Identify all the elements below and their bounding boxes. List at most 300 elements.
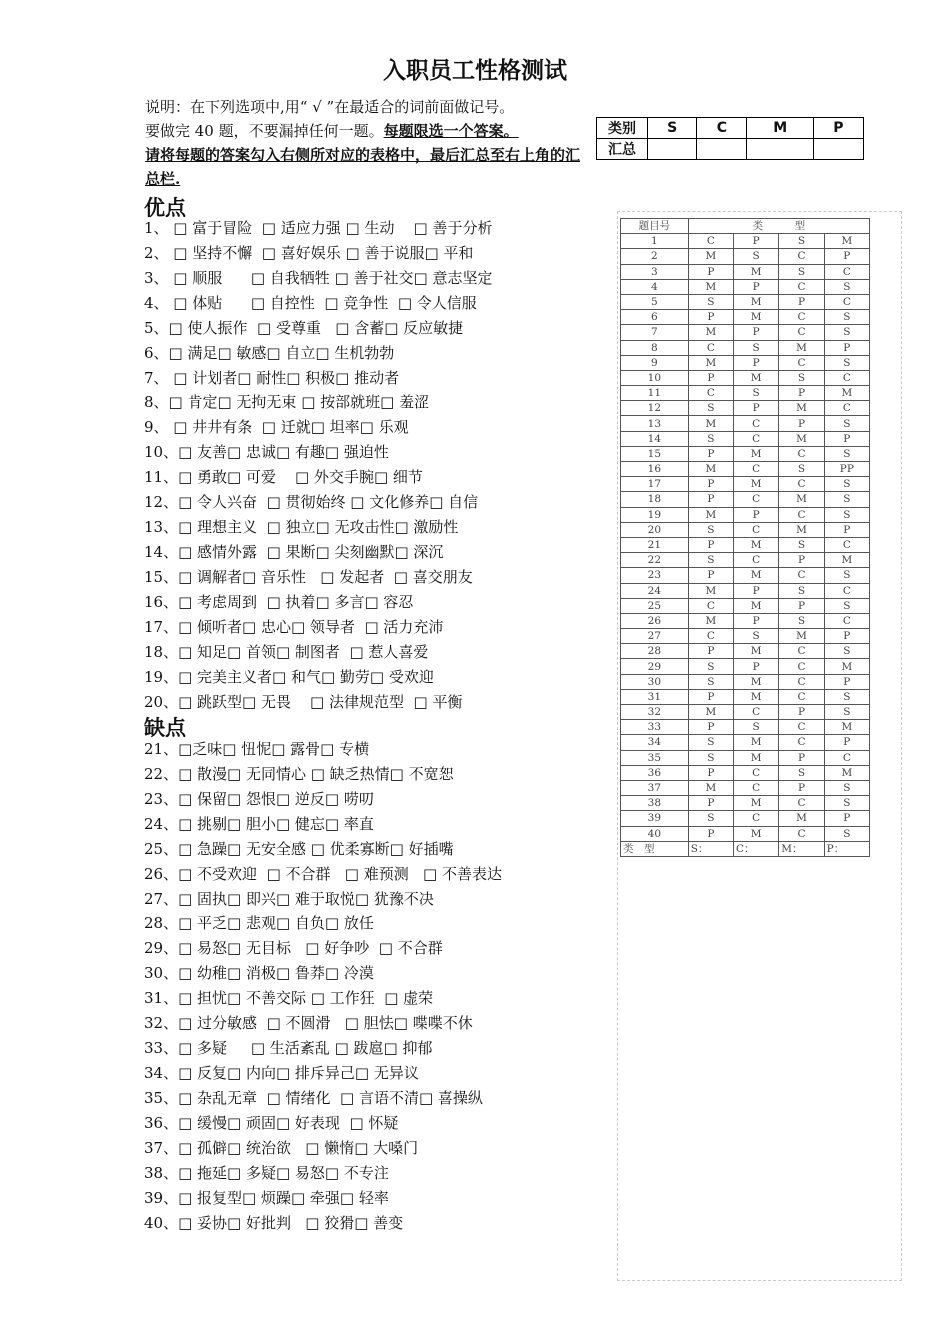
key-type-cell[interactable]: M [688, 780, 733, 795]
question-item[interactable]: 25、□ 急躁□ 无安全感 □ 优柔寡断□ 好插嘴 [144, 839, 454, 858]
key-type-cell[interactable]: C [824, 401, 869, 416]
key-type-cell[interactable]: P [824, 735, 869, 750]
question-item[interactable]: 20、□ 跳跃型□ 无畏 □ 法律规范型 □ 平衡 [144, 692, 463, 711]
key-footer-p[interactable]: P： [824, 841, 869, 856]
key-type-cell[interactable]: M [734, 735, 779, 750]
question-item[interactable]: 7、 □ 计划者□ 耐性□ 积极□ 推动者 [144, 368, 400, 387]
question-item[interactable]: 24、□ 挑剔□ 胆小□ 健忘□ 率直 [144, 814, 374, 833]
key-type-cell[interactable]: C [779, 674, 824, 689]
key-type-cell[interactable]: P [688, 826, 733, 841]
summary-total-m[interactable] [747, 139, 813, 160]
key-type-cell[interactable]: S [779, 537, 824, 552]
key-type-cell[interactable]: P [688, 537, 733, 552]
key-type-cell[interactable]: C [688, 598, 733, 613]
key-type-cell[interactable]: P [824, 629, 869, 644]
key-row [621, 264, 870, 279]
summary-label-total: 汇总 [597, 139, 648, 160]
key-row [621, 780, 870, 795]
key-type-cell[interactable]: S [824, 780, 869, 795]
key-type-cell[interactable]: P [779, 386, 824, 401]
key-type-cell[interactable]: M [734, 294, 779, 309]
key-question-number: 18 [621, 492, 689, 507]
key-type-cell[interactable]: S [779, 765, 824, 780]
key-type-cell[interactable]: S [779, 462, 824, 477]
key-question-number: 23 [621, 568, 689, 583]
question-item[interactable]: 17、□ 倾听者□ 忠心□ 领导者 □ 活力充沛 [144, 617, 444, 636]
key-row [621, 310, 870, 325]
key-type-cell[interactable]: S [824, 310, 869, 325]
key-row [621, 826, 870, 841]
question-item[interactable]: 38、□ 拖延□ 多疑□ 易怒□ 不专注 [144, 1163, 389, 1182]
question-item[interactable]: 39、□ 报复型□ 烦躁□ 牵强□ 轻率 [144, 1188, 389, 1207]
key-type-cell[interactable]: S [824, 492, 869, 507]
key-type-cell[interactable]: M [779, 811, 824, 826]
key-type-cell[interactable]: C [779, 507, 824, 522]
summary-total-c[interactable] [697, 139, 747, 160]
question-item[interactable]: 36、□ 缓慢□ 顽固□ 好表现 □ 怀疑 [144, 1113, 399, 1132]
key-question-number: 32 [621, 705, 689, 720]
key-type-cell[interactable]: S [779, 370, 824, 385]
key-type-cell[interactable]: C [779, 446, 824, 461]
key-question-number: 13 [621, 416, 689, 431]
question-item[interactable]: 6、□ 满足□ 敏感□ 自立□ 生机勃勃 [144, 343, 395, 362]
key-type-cell[interactable]: C [824, 264, 869, 279]
key-question-number: 11 [621, 386, 689, 401]
key-type-cell[interactable]: S [779, 264, 824, 279]
key-type-cell[interactable]: S [779, 583, 824, 598]
key-type-cell[interactable]: S [824, 689, 869, 704]
key-row [621, 279, 870, 294]
question-item[interactable]: 30、□ 幼稚□ 消极□ 鲁莽□ 冷漠 [144, 964, 374, 983]
key-type-cell[interactable]: C [734, 765, 779, 780]
key-type-cell[interactable]: P [688, 720, 733, 735]
key-type-cell[interactable]: P [824, 340, 869, 355]
key-type-cell[interactable]: M [734, 796, 779, 811]
key-type-cell[interactable]: M [734, 446, 779, 461]
key-type-cell[interactable]: P [824, 811, 869, 826]
key-question-number: 20 [621, 522, 689, 537]
key-type-cell[interactable]: C [734, 416, 779, 431]
instructions-line3: 请将每题的答案勾入右侧所对应的表格中，最后汇总至右上角的汇总栏. [145, 146, 581, 188]
key-type-cell[interactable]: M [734, 826, 779, 841]
key-type-cell[interactable]: M [734, 644, 779, 659]
question-item[interactable]: 15、□ 调解者□ 音乐性 □ 发起者 □ 喜交朋友 [144, 567, 473, 586]
key-type-cell[interactable]: PP [824, 462, 869, 477]
key-question-number: 40 [621, 826, 689, 841]
summary-total-s[interactable] [648, 139, 697, 160]
question-item[interactable]: 33、□ 多疑 □ 生活紊乱 □ 跋扈□ 抑郁 [144, 1039, 433, 1058]
key-row [621, 249, 870, 264]
key-type-cell[interactable]: M [688, 279, 733, 294]
question-item[interactable]: 22、□ 散漫□ 无同情心 □ 缺乏热情□ 不宽恕 [144, 764, 454, 783]
key-type-cell[interactable]: M [688, 416, 733, 431]
key-type-cell[interactable]: S [688, 553, 733, 568]
key-question-number: 2 [621, 249, 689, 264]
key-question-number: 14 [621, 431, 689, 446]
key-type-cell[interactable]: M [688, 325, 733, 340]
question-list-weaknesses [144, 737, 604, 1235]
question-item[interactable]: 27、□ 固执□ 即兴□ 难于取悦□ 犹豫不决 [144, 889, 434, 908]
key-row [621, 689, 870, 704]
key-row [621, 401, 870, 416]
key-question-number: 1 [621, 234, 689, 249]
answer-key-table [620, 218, 870, 857]
key-row [621, 553, 870, 568]
key-type-cell[interactable]: C [734, 492, 779, 507]
key-type-cell[interactable]: P [688, 796, 733, 811]
question-item[interactable]: 10、□ 友善□ 忠诚□ 有趣□ 强迫性 [144, 443, 389, 462]
summary-total-p[interactable] [813, 139, 863, 160]
key-type-cell[interactable]: M [734, 674, 779, 689]
instructions-line2 [145, 119, 585, 143]
key-question-number: 10 [621, 370, 689, 385]
summary-header-row [597, 118, 864, 139]
key-type-cell[interactable]: P [779, 294, 824, 309]
key-question-number: 33 [621, 720, 689, 735]
key-row [621, 811, 870, 826]
key-row [621, 325, 870, 340]
key-type-cell[interactable]: M [688, 355, 733, 370]
key-type-cell[interactable]: M [734, 537, 779, 552]
key-row [621, 446, 870, 461]
key-type-cell[interactable]: C [779, 689, 824, 704]
key-type-cell[interactable]: C [688, 629, 733, 644]
key-type-cell[interactable]: P [824, 249, 869, 264]
key-type-cell[interactable]: P [734, 613, 779, 628]
key-type-cell[interactable]: M [779, 492, 824, 507]
key-row [621, 598, 870, 613]
key-type-cell[interactable]: S [734, 386, 779, 401]
key-row [621, 568, 870, 583]
key-row [621, 355, 870, 370]
question-item[interactable]: 21、□乏味□ 忸怩□ 露骨□ 专横 [144, 740, 370, 758]
question-item[interactable]: 3、 □ 顺服 □ 自我牺牲 □ 善于社交□ 意志坚定 [144, 268, 493, 287]
key-type-cell[interactable]: M [824, 659, 869, 674]
key-row [621, 522, 870, 537]
key-type-cell[interactable]: P [688, 310, 733, 325]
question-item[interactable]: 5、□ 使人振作 □ 受尊重 □ 含蓄□ 反应敏捷 [144, 318, 464, 337]
key-type-cell[interactable]: C [779, 568, 824, 583]
key-type-cell[interactable]: S [824, 568, 869, 583]
key-question-number: 6 [621, 310, 689, 325]
key-question-number: 22 [621, 553, 689, 568]
instructions-line2-text: 要做完 40 题，不要漏掉任何一题。 [145, 122, 384, 140]
key-type-cell[interactable]: P [688, 492, 733, 507]
key-type-cell[interactable]: C [779, 279, 824, 294]
key-question-number: 35 [621, 750, 689, 765]
question-item[interactable]: 2、 □ 坚持不懈 □ 喜好娱乐 □ 善于说服□ 平和 [144, 243, 474, 262]
key-type-cell[interactable]: P [688, 689, 733, 704]
key-type-cell[interactable]: M [824, 720, 869, 735]
key-type-cell[interactable]: C [779, 796, 824, 811]
key-type-cell[interactable]: S [824, 355, 869, 370]
instructions-emphasis: 每题限选一个答案。 [383, 122, 519, 140]
key-type-cell[interactable]: C [824, 613, 869, 628]
key-type-cell[interactable]: C [688, 386, 733, 401]
key-header-row [621, 219, 870, 234]
key-type-cell[interactable]: C [824, 537, 869, 552]
key-row [621, 416, 870, 431]
question-item[interactable]: 8、□ 肯定□ 无拘无束 □ 按部就班□ 羞涩 [144, 393, 430, 412]
key-type-cell[interactable]: S [824, 796, 869, 811]
key-type-cell[interactable]: S [688, 294, 733, 309]
summary-type-p: P [813, 118, 863, 139]
key-type-cell[interactable]: P [734, 355, 779, 370]
key-question-number: 27 [621, 629, 689, 644]
key-question-number: 4 [621, 279, 689, 294]
key-type-cell[interactable]: S [688, 750, 733, 765]
key-type-cell[interactable]: S [688, 811, 733, 826]
key-type-cell[interactable]: C [779, 355, 824, 370]
key-type-cell[interactable]: P [688, 264, 733, 279]
key-type-cell[interactable]: P [734, 401, 779, 416]
key-question-number: 9 [621, 355, 689, 370]
key-type-cell[interactable]: P [734, 234, 779, 249]
key-type-cell[interactable]: C [734, 522, 779, 537]
key-type-cell[interactable]: S [734, 720, 779, 735]
page-title: 入职员工性格测试 [383, 58, 567, 84]
key-row [621, 370, 870, 385]
question-item[interactable]: 28、□ 平乏□ 悲观□ 自负□ 放任 [144, 914, 374, 933]
key-footer-m[interactable]: M： [779, 841, 824, 856]
key-type-cell[interactable]: C [779, 325, 824, 340]
instructions [145, 95, 585, 191]
key-type-cell[interactable]: P [734, 325, 779, 340]
key-question-number: 24 [621, 583, 689, 598]
question-item[interactable]: 19、□ 完美主义者□ 和气□ 勤劳□ 受欢迎 [144, 667, 434, 686]
key-row [621, 294, 870, 309]
key-question-number: 36 [621, 765, 689, 780]
key-type-cell[interactable]: M [824, 234, 869, 249]
key-type-cell[interactable]: S [688, 431, 733, 446]
key-type-cell[interactable]: M [824, 386, 869, 401]
key-type-cell[interactable]: S [824, 446, 869, 461]
summary-type-s: S [648, 118, 697, 139]
summary-total-row [597, 139, 864, 160]
key-type-cell[interactable]: S [779, 234, 824, 249]
key-type-cell[interactable]: S [824, 507, 869, 522]
key-question-number: 34 [621, 735, 689, 750]
key-row [621, 386, 870, 401]
question-item[interactable]: 40、□ 妥协□ 好批判 □ 狡猾□ 善变 [144, 1213, 404, 1232]
key-type-cell[interactable]: C [779, 720, 824, 735]
key-type-cell[interactable]: P [688, 446, 733, 461]
key-type-cell[interactable]: C [779, 249, 824, 264]
key-row [621, 659, 870, 674]
key-question-number: 25 [621, 598, 689, 613]
key-footer-label: 类 型 [621, 841, 689, 856]
key-row [621, 613, 870, 628]
key-question-number: 31 [621, 689, 689, 704]
key-type-cell[interactable]: M [779, 629, 824, 644]
key-question-number: 29 [621, 659, 689, 674]
key-question-number: 21 [621, 537, 689, 552]
key-type-cell[interactable]: C [779, 659, 824, 674]
key-footer-c[interactable]: C： [734, 841, 779, 856]
key-type-cell[interactable]: S [779, 613, 824, 628]
key-type-cell[interactable]: P [688, 477, 733, 492]
key-type-cell[interactable]: S [824, 477, 869, 492]
question-item[interactable]: 13、□ 理想主义 □ 独立□ 无攻击性□ 激励性 [144, 518, 459, 537]
key-type-cell[interactable]: C [779, 644, 824, 659]
key-type-cell[interactable]: C [779, 826, 824, 841]
question-item[interactable]: 11、□ 勇敢□ 可爱 □ 外交手腕□ 细节 [144, 468, 423, 487]
key-type-cell[interactable]: M [688, 583, 733, 598]
key-type-cell[interactable]: C [824, 750, 869, 765]
key-type-cell[interactable]: S [688, 659, 733, 674]
key-type-cell[interactable]: M [734, 598, 779, 613]
question-item[interactable]: 26、□ 不受欢迎 □ 不合群 □ 难预测 □ 不善表达 [144, 864, 502, 883]
question-item[interactable]: 37、□ 孤僻□ 统治欲 □ 懒惰□ 大嗓门 [144, 1138, 419, 1157]
key-type-cell[interactable]: S [688, 522, 733, 537]
key-type-cell[interactable]: P [734, 507, 779, 522]
key-question-number: 39 [621, 811, 689, 826]
key-type-cell[interactable]: M [734, 568, 779, 583]
key-row [621, 720, 870, 735]
key-type-cell[interactable]: S [824, 279, 869, 294]
key-type-cell[interactable]: C [688, 234, 733, 249]
summary-type-m: M [747, 118, 813, 139]
question-item[interactable]: 18、□ 知足□ 首领□ 制图者 □ 惹人喜爱 [144, 642, 429, 661]
key-type-cell[interactable]: P [734, 279, 779, 294]
key-type-cell[interactable]: M [824, 765, 869, 780]
key-type-cell[interactable]: C [688, 340, 733, 355]
key-type-cell[interactable]: P [779, 598, 824, 613]
question-item[interactable]: 32、□ 过分敏感 □ 不圆滑 □ 胆怯□ 喋喋不休 [144, 1014, 473, 1033]
question-list-strengths [144, 216, 604, 714]
key-type-cell[interactable]: C [779, 477, 824, 492]
key-type-cell[interactable]: S [734, 629, 779, 644]
key-type-cell[interactable]: P [779, 705, 824, 720]
key-type-cell[interactable]: C [734, 705, 779, 720]
key-row [621, 629, 870, 644]
question-item[interactable]: 31、□ 担忧□ 不善交际 □ 工作狂 □ 虚荣 [144, 989, 434, 1008]
key-type-cell[interactable]: M [688, 613, 733, 628]
key-type-cell[interactable]: M [688, 462, 733, 477]
question-item[interactable]: 29、□ 易怒□ 无目标 □ 好争吵 □ 不合群 [144, 939, 443, 958]
key-type-cell[interactable]: S [824, 325, 869, 340]
key-question-number: 7 [621, 325, 689, 340]
key-question-number: 17 [621, 477, 689, 492]
key-header-type: 类 型 [688, 219, 869, 234]
key-type-cell[interactable]: P [779, 780, 824, 795]
key-footer-row [621, 841, 870, 856]
key-type-cell[interactable]: C [734, 553, 779, 568]
key-type-cell[interactable]: P [824, 522, 869, 537]
key-type-cell[interactable]: P [779, 553, 824, 568]
key-type-cell[interactable]: S [824, 598, 869, 613]
key-type-cell[interactable]: S [688, 401, 733, 416]
key-row [621, 750, 870, 765]
key-question-number: 38 [621, 796, 689, 811]
key-type-cell[interactable]: P [824, 674, 869, 689]
key-type-cell[interactable]: P [688, 644, 733, 659]
key-question-number: 30 [621, 674, 689, 689]
key-footer-s[interactable]: S： [688, 841, 733, 856]
key-type-cell[interactable]: S [824, 705, 869, 720]
key-type-cell[interactable]: S [734, 249, 779, 264]
question-item[interactable]: 1、 □ 富于冒险 □ 适应力强 □ 生动 □ 善于分析 [144, 219, 493, 237]
key-type-cell[interactable]: M [824, 553, 869, 568]
question-item[interactable]: 9、 □ 井井有条 □ 迁就□ 坦率□ 乐观 [144, 418, 409, 437]
key-type-cell[interactable]: P [688, 568, 733, 583]
key-question-number: 28 [621, 644, 689, 659]
key-type-cell[interactable]: S [688, 674, 733, 689]
key-type-cell[interactable]: M [688, 507, 733, 522]
key-type-cell[interactable]: C [734, 811, 779, 826]
key-type-cell[interactable]: M [734, 310, 779, 325]
key-type-cell[interactable]: S [824, 644, 869, 659]
key-type-cell[interactable]: C [824, 294, 869, 309]
key-type-cell[interactable]: C [779, 310, 824, 325]
key-header-number: 题目号 [621, 219, 689, 234]
key-question-number: 12 [621, 401, 689, 416]
summary-type-c: C [697, 118, 747, 139]
key-type-cell[interactable]: M [734, 689, 779, 704]
key-type-cell[interactable]: M [779, 401, 824, 416]
question-item[interactable]: 4、 □ 体贴 □ 自控性 □ 竞争性 □ 令人信服 [144, 293, 477, 312]
key-type-cell[interactable]: P [688, 370, 733, 385]
key-row [621, 507, 870, 522]
summary-table [596, 117, 864, 160]
instructions-line1: 说明：在下列选项中,用“ √ ”在最适合的词前面做记号。 [145, 98, 515, 116]
key-type-cell[interactable]: S [734, 340, 779, 355]
key-type-cell[interactable]: P [734, 659, 779, 674]
key-type-cell[interactable]: C [779, 735, 824, 750]
question-item[interactable]: 35、□ 杂乱无章 □ 情绪化 □ 言语不清□ 喜操纵 [144, 1088, 483, 1107]
key-type-cell[interactable]: M [734, 477, 779, 492]
key-type-cell[interactable]: M [779, 431, 824, 446]
key-type-cell[interactable]: C [824, 370, 869, 385]
key-type-cell[interactable]: C [734, 462, 779, 477]
key-question-number: 3 [621, 264, 689, 279]
key-question-number: 37 [621, 780, 689, 795]
question-item[interactable]: 12、□ 令人兴奋 □ 贯彻始终 □ 文化修养□ 自信 [144, 493, 479, 512]
key-type-cell[interactable]: P [688, 765, 733, 780]
key-row [621, 674, 870, 689]
key-type-cell[interactable]: M [779, 340, 824, 355]
key-row [621, 477, 870, 492]
question-item[interactable]: 16、□ 考虑周到 □ 执着□ 多言□ 容忍 [144, 592, 414, 611]
key-type-cell[interactable]: P [779, 416, 824, 431]
key-type-cell[interactable]: S [688, 735, 733, 750]
key-row [621, 705, 870, 720]
key-question-number: 26 [621, 613, 689, 628]
key-type-cell[interactable]: M [734, 750, 779, 765]
key-type-cell[interactable]: S [824, 416, 869, 431]
question-item[interactable]: 34、□ 反复□ 内向□ 排斥异己□ 无异议 [144, 1063, 419, 1082]
key-row [621, 765, 870, 780]
key-question-number: 16 [621, 462, 689, 477]
question-item[interactable]: 23、□ 保留□ 怨恨□ 逆反□ 唠叨 [144, 789, 374, 808]
key-type-cell[interactable]: C [824, 583, 869, 598]
key-type-cell[interactable]: P [779, 750, 824, 765]
key-type-cell[interactable]: S [824, 826, 869, 841]
key-type-cell[interactable]: M [779, 522, 824, 537]
key-row [621, 537, 870, 552]
key-type-cell[interactable]: P [734, 583, 779, 598]
summary-label-category: 类别 [597, 118, 648, 139]
key-type-cell[interactable]: P [824, 431, 869, 446]
key-type-cell[interactable]: M [688, 249, 733, 264]
question-item[interactable]: 14、□ 感情外露 □ 果断□ 尖刻幽默□ 深沉 [144, 542, 444, 561]
key-type-cell[interactable]: M [734, 370, 779, 385]
key-type-cell[interactable]: C [734, 431, 779, 446]
key-type-cell[interactable]: M [734, 264, 779, 279]
key-type-cell[interactable]: C [734, 780, 779, 795]
section-heading-strengths: 优点 [144, 196, 186, 220]
key-type-cell[interactable]: M [688, 705, 733, 720]
